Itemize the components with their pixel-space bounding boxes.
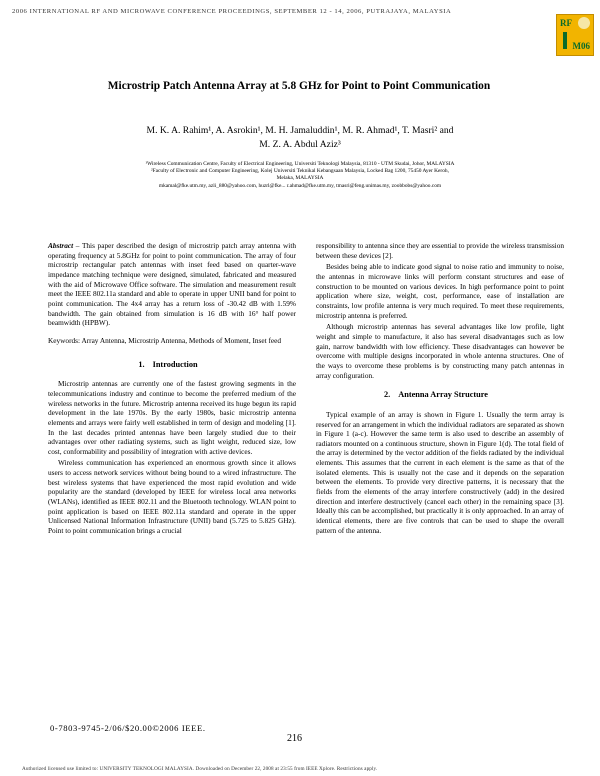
affiliation-line: ¹Wireless Communication Centre, Faculty of Electrical Engineering, Universiti Teknologi Malaysia, 81310 - UTM Skudai, Johor, MALAYSIA	[145, 161, 455, 167]
author-emails: mkamal@fke.utm.my, azli_880@yahoo.com, huzrl@fke... r.ahmad@fke.utm.my, tmasri@feng.unimas.my, zoobbobs@yahoo.com	[158, 182, 442, 189]
logo-bar	[563, 32, 567, 49]
authors-line-2: M. Z. A. Abdul Aziz³	[259, 139, 341, 150]
section-number: 1.	[138, 359, 145, 369]
section-heading-array-structure	[316, 390, 564, 400]
section-title: Introduction	[152, 359, 198, 369]
left-column	[48, 241, 296, 538]
authors-line-1: M. K. A. Rahim¹, A. Asrokin¹, M. H. Jamaluddin¹, M. R. Ahmad¹, T. Masri² and	[146, 125, 454, 136]
conference-logo	[556, 14, 594, 56]
body-paragraph: Wireless communication has experienced an enormous growth since it allows users to access network services without being bound to a wired infrastructure. The best wireless systems that have experienced the most rapid evolution and wide popularity are the standard (developed by IEEE for wireless local area networks (WLANs), identified as IEEE 802.11 and the Bluetooth technology. WLAN point to point application is based on IEEE 802.11a standard and operate in the upper Unlicensed National Information Infrastructure (UNII) band (5.725 to 5.825 GHz). Point to point communication brings a crucial	[48, 458, 296, 536]
section-heading-introduction	[48, 360, 296, 370]
body-paragraph: responsibility to antenna since they are essential to provide the wireless transmission between these devices [2].	[316, 241, 564, 260]
logo-circle	[578, 17, 590, 29]
abstract-label: Abstract	[48, 241, 74, 250]
body-paragraph: Typical example of an array is shown in Figure 1. Usually the term array is reserved for an arrangement in which the individual radiators are separated as shown in Figure 1 (a-c). However the same term is also used to describe an assembly of radiators mounted on a continuous structure, shown in Figure 1(d). The total field of the array is determined by the vector addition of the fields radiated by the individual elements. This assumes that the current in each element is the same as that of the isolated elements. This is usually not the case and it depends on the separation between the elements. To provide very directive patterns, it is necessary that the fields from the elements of the array interfere constructively (add) in the desired direction and interfere destructively (cancel each other) in the remaining space [3]. Ideally this can be accomplished, but practically it is only approached. In an array of identical elements, there are five controls that can be used to shape the overall pattern of the antenna.	[316, 409, 564, 535]
abstract	[48, 241, 296, 328]
download-notice: Authorized licensed use limited to: UNIVERSITY TEKNOLOGI MALAYSIA. Downloaded on December 22, 2008 at 23:55 from IEEE Xplore. Restrictions apply.	[22, 766, 378, 772]
section-number: 2.	[384, 390, 391, 400]
affiliation-line: ²Faculty of Electronic and Computer Engineering, Kolej Universiti Teknikal Kebangsaan Malaysia, Locked Bag 1200, 75450 Ayer Keroh,	[151, 168, 449, 175]
affiliation-line: Melaka, MALAYSIA	[276, 175, 324, 182]
abstract-text: – This paper described the design of microstrip patch array antenna with operating frequency at 5.8GHz for point to point communication. The array of four microstrip rectangular patch antennas with inset feed based on quarter-wave impedance matching technique were designed, simulated, fabricated and measured with the aid of Microwave Office software. The simulation and measurement result meet the IEEE 802.11a standard and able to operate in upper UNII band for point to point communication. The 4x4 array has a return loss of -30.42 dB with 1.59% bandwidth. The gain obtained from simulation is 16 dB with 16° half power beamwidth (HPBW).	[48, 241, 296, 328]
author-list	[86, 124, 514, 152]
body-paragraph: Besides being able to indicate good signal to noise ratio and immunity to noise, the antennas in microwave links will perform constant structures and ease of construction to be mounted on various devices. In high performance point to point application where size, weight, cost, performance, ease of installation are constraints, low profile antenna is very much required. To meet these requirements, microstrip antenna is preferred.	[316, 262, 564, 320]
logo-text-bottom: M06	[572, 41, 590, 51]
conference-header: 2006 INTERNATIONAL RF AND MICROWAVE CONFERENCE PROCEEDINGS, SEPTEMBER 12 - 14, 2006, PUTRAJAYA, MALAYSIA	[12, 8, 452, 15]
copyright-issn: 0-7803-9745-2/06/$20.00©2006 IEEE.	[50, 723, 206, 733]
body-paragraph: Microstrip antennas are currently one of the fastest growing segments in the telecommunications industry and continue to become the preferred medium of the wireless networks in the future. Microstrip antenna received its huge begun its rapid development in the late 1970s. By the early 1980s, basic microstrip antenna elements and arrays were fairly well established in term of design and modeling [1]. In the last decades printed antennas have been largely studied due to their advantages over other radiating systems, such as light weight, reduced size, low cost, conformability and possibility of integration with active devices.	[48, 379, 296, 456]
affiliations	[64, 161, 536, 190]
logo-text-top: RF	[560, 18, 572, 28]
section-title: Antenna Array Structure	[398, 390, 488, 400]
body-paragraph: Although microstrip antennas has several advantages like low profile, light weight and simple to manufacture, it also has several disadvantages such as low gain, narrow bandwidth with low efficiency. These disadvantages can however be overcome with multiple designs incorporated in whole antenna structures. One of the ways to overcome these problems is by constructing many patch antennas in array configuration.	[316, 322, 564, 380]
page-number: 216	[287, 733, 302, 744]
right-column	[316, 241, 564, 537]
paper-title: Microstrip Patch Antenna Array at 5.8 GHz for Point to Point Communication	[107, 80, 491, 92]
keywords: Keywords: Array Antenna, Microstrip Antenna, Methods of Moment, Inset feed	[48, 335, 282, 345]
